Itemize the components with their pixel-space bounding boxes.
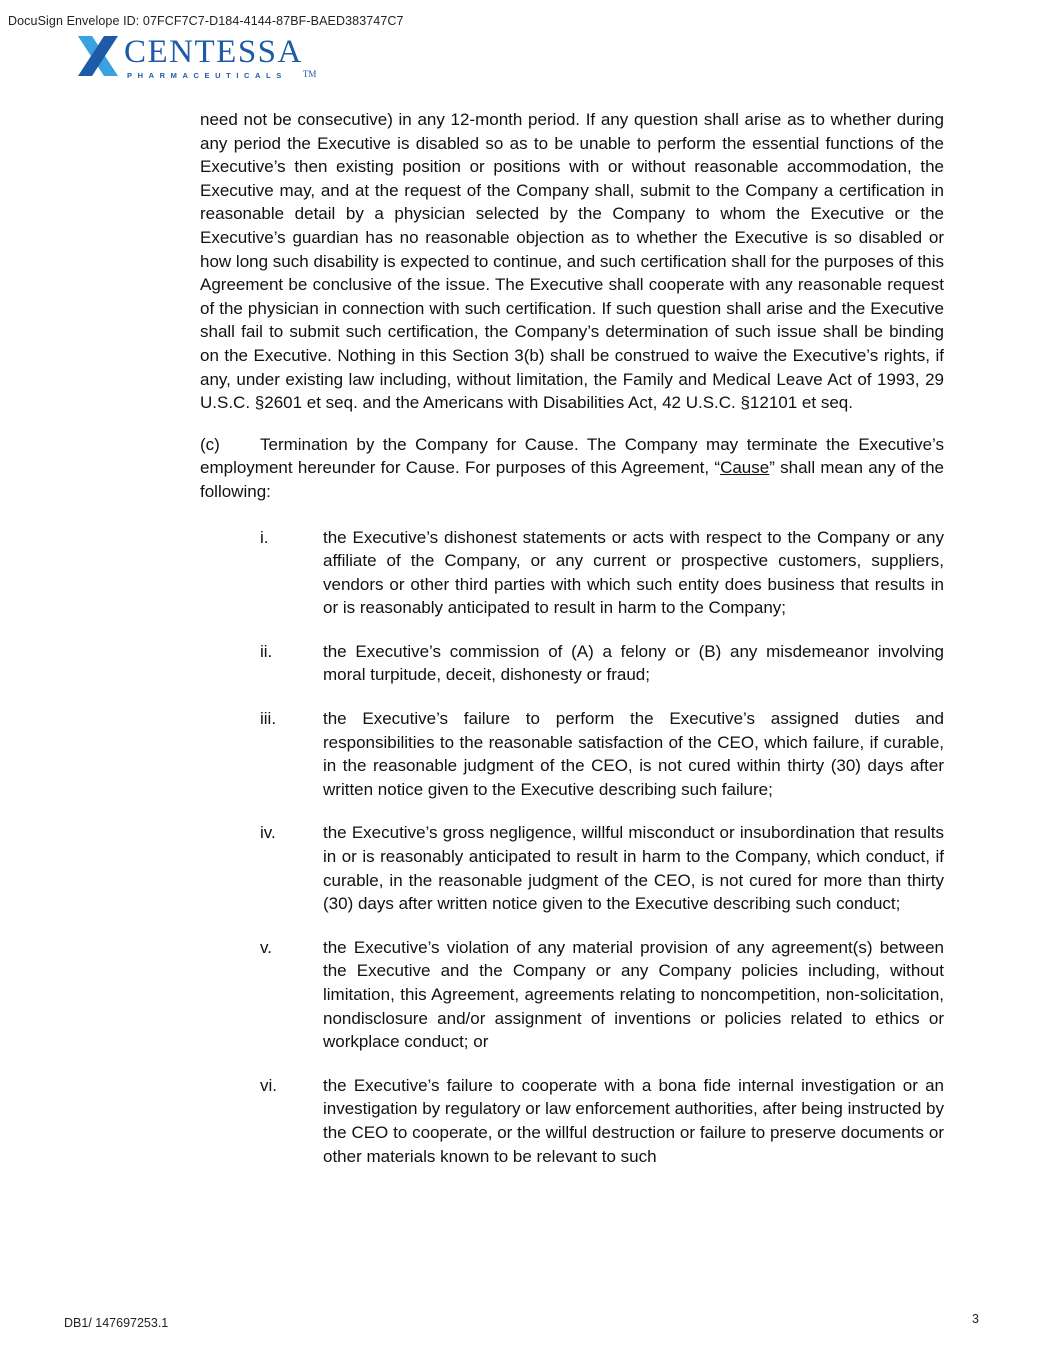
list-item-number: v. [260,937,272,957]
list-item-text: the Executive’s failure to cooperate with a bona fide internal investigation or an investigation by regulatory or law enforcement authorities, after being instructed by the CEO to cooperate, or the willful destruction or failure to preserve documents or other materials known to be relevant to such [323,1075,944,1166]
footer-document-id: DB1/ 147697253.1 [64,1316,169,1330]
list-item-text: the Executive’s failure to perform the Executive’s assigned duties and responsibilities to the reasonable satisfaction of the CEO, which failure, if curable, in the reasonable judgment of the CEO, is not cured within thirty (30) days after written notice given to the Executive describing such failure; [323,709,944,799]
paragraph-c-text-after: ” shall mean any of the following: [200,458,945,501]
list-item-number: vi. [260,1075,277,1095]
list-item [200,707,944,801]
paragraph-b-continued: need not be consecutive) in any 12-month period. If any question shall arise as to whether during any period the Executive is disabled so as to be unable to perform the essential functions of the Executive’s then existing position or positions with or without reasonable accommodation, the Executive may, and at the request of the Company shall, submit to the Company a certification in reasonable detail by a physician selected by the Company to whom the Executive or the Executive’s guardian has no reasonable objection as to whether the Executive is so disabled or how long such disability is expected to continue, and such certification shall for the purposes of this Agreement be conclusive of the issue. The Executive shall cooperate with any reasonable request of the physician in connection with such certification. If such question shall arise and the Executive shall fail to submit such certification, the Company’s determination of such issue shall be binding on the Executive. Nothing in this Section 3(b) shall be construed to waive the Executive’s rights, if any, under existing law including, without limitation, the Family and Medical Leave Act of 1993, 29 U.S.C. §2601 et seq. and the Americans with Disabilities Act, 42 U.S.C. §12101 et seq. [200,110,944,413]
section-label-c: (c) [200,434,220,454]
list-item-number: i. [260,527,269,547]
logo-subtitle: PHARMACEUTICALS [127,71,287,80]
list-item-text: the Executive’s gross negligence, willful misconduct or insubordination that results in or is reasonably anticipated to result in harm to the Company, which conduct, if curable, in the reasonable judgment of the CEO, is not cured for more than thirty (30) days after written notice given to the Executive describing such conduct; [323,823,944,914]
list-item [200,1074,944,1168]
page-number: 3 [972,1312,979,1326]
list-item [200,821,944,915]
paragraph-c-text-before: Termination by the Company for Cause. The Company may terminate the Executive’s employment hereunder for Cause. For purposes of this Agreement, “ [200,434,944,478]
docusign-envelope-id: DocuSign Envelope ID: 07FCF7C7-D184-4144-87BF-BAED383747C7 [8,14,404,28]
list-item [200,640,944,687]
logo-name: CENTESSA [124,34,303,70]
paragraph-c [200,433,944,504]
company-logo [74,34,317,80]
defined-term-cause: Cause [720,458,770,478]
list-item [200,526,944,620]
centessa-x-icon [74,34,122,80]
cause-list [200,526,944,1169]
list-item-text: the Executive’s commission of (A) a felony or (B) any misdemeanor involving moral turpitude, deceit, dishonesty or fraud; [323,641,944,685]
list-item-text: the Executive’s dishonest statements or acts with respect to the Company or any affiliate of the Company, or any current or prospective customers, suppliers, vendors or other third parties with which such entity does business that results in or is reasonably anticipated to result in harm to the Company; [323,527,944,618]
document-body [200,108,944,1188]
list-item [200,936,944,1054]
list-item-number: iii. [260,709,277,729]
list-item-number: ii. [260,641,273,661]
logo-trademark: TM [302,69,317,79]
list-item-text: the Executive’s violation of any material provision of any agreement(s) between the Executive and the Company or any Company policies including, without limitation, this Agreement, agreements relating to noncompetition, non-solicitation, nondisclosure and/or assignment of inventions or policies related to ethics or workplace conduct; or [323,937,944,1052]
list-item-number: iv. [260,823,276,843]
